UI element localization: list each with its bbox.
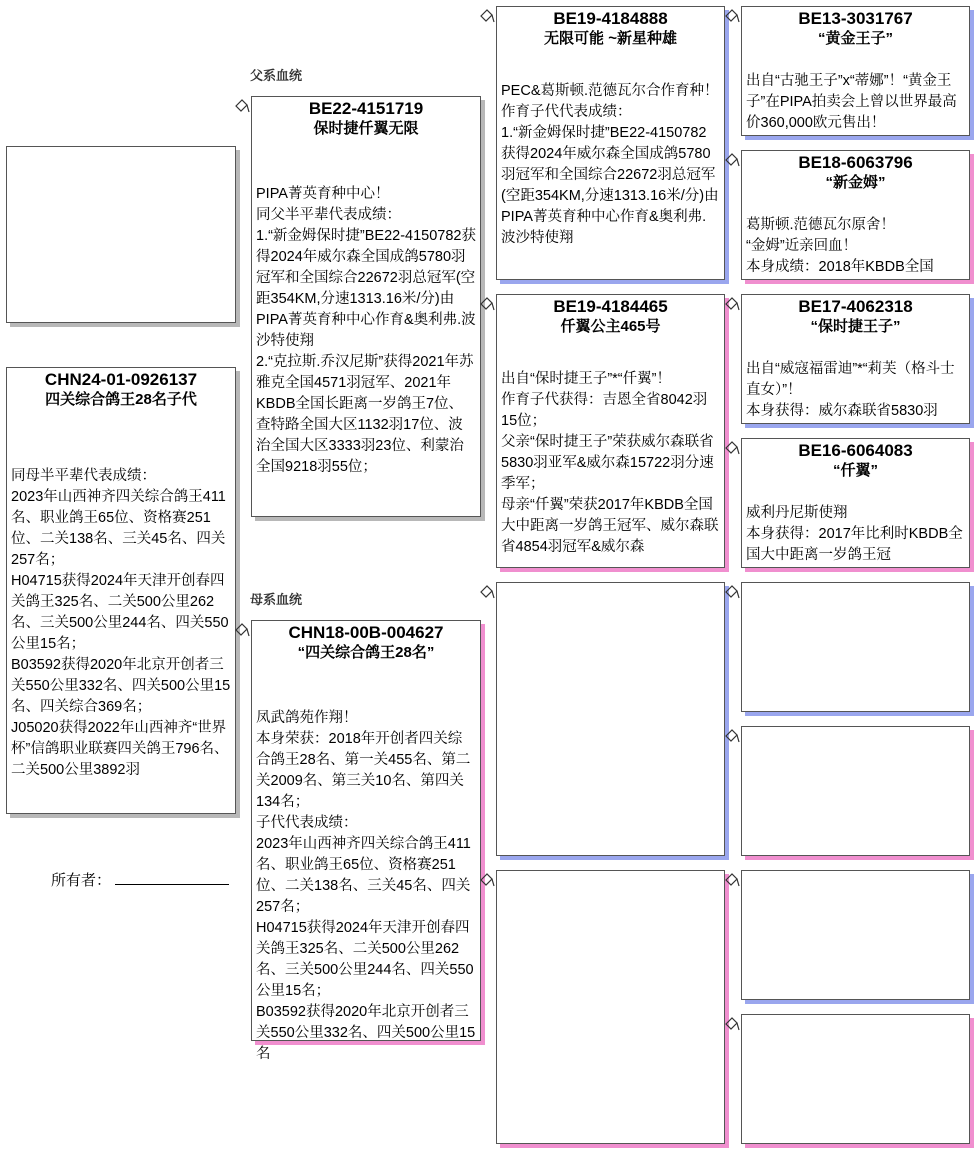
dam-ring: CHN18-00B-004627 xyxy=(288,623,444,642)
sds-name: “保时捷王子” xyxy=(810,318,901,335)
sss-card[interactable] xyxy=(741,6,970,136)
dds-card[interactable] xyxy=(741,870,970,1000)
sds-desc: 出自“威寇福雷迪”*“莉芙（格斗士直女）”！ 本身获得：威尔森联省5830羽 xyxy=(746,361,955,419)
edit-icon[interactable] xyxy=(234,98,250,114)
edit-icon[interactable] xyxy=(724,296,740,312)
sire-sire-name: 无限可能 ~新星种雄 xyxy=(544,30,677,47)
edit-icon[interactable] xyxy=(234,622,250,638)
edit-icon[interactable] xyxy=(724,728,740,744)
sds-card[interactable] xyxy=(741,294,970,424)
sire-desc: PIPA菁英育种中心！ 同父半平辈代表成绩： 1.“新金姆保时捷”BE22-4150782获得2024年威尔森全国成鸽5780羽冠军和全国综合22672羽总冠军(空距354KM,分速1313.16米/分)由PIPA菁英育种中心作育&奥利弗.波沙特使翔 2.“克拉斯.乔汉尼斯”获得2021年苏雅克全国4571羽冠军、2021年KBDB全国长距离一岁鸽王7位、查特路全国大区1132羽17位、波治全国大区3333羽23位、利蒙治全国9218羽55位； xyxy=(256,186,476,475)
photo-placeholder[interactable] xyxy=(6,146,236,323)
sire-line-label: 父系血统 xyxy=(250,68,303,83)
dam-line-label: 母系血统 xyxy=(250,592,303,607)
sire-ring: BE22-4151719 xyxy=(308,99,424,118)
sss-ring: BE13-3031767 xyxy=(798,9,913,28)
sds-ring: BE17-4062318 xyxy=(798,297,913,316)
sire-dam-ring: BE19-4184465 xyxy=(553,297,668,316)
edit-icon[interactable] xyxy=(479,584,495,600)
dam-sire-card[interactable] xyxy=(496,582,725,856)
dam-desc: 凤武鸽苑作翔！ 本身荣获：2018年开创者四关综合鸽王28名、第一关455名、第二关2009名、第三关10名、第四关134名； 子代代表成绩： 2023年山西神齐四关综合鸽王411名、职业鸽王65位、资格赛251位、二关138名、三关45名、四关257名； H04715获得2024年天津开创春四关鸽王325名、二关500公里262名、三关500公里244名、四关550公里15名； B03592获得2020年北京开创者三关550公里332名、四关500公里15名 xyxy=(256,710,476,1062)
ddd-card[interactable] xyxy=(741,1014,970,1144)
subject-desc: 同母半平辈代表成绩： 2023年山西神齐四关综合鸽王411名、职业鸽王65位、资格赛251位、二关138名、三关45名、四关257名； H04715获得2024年天津开创春四关鸽王325名、二关500公里262名、三关500公里244名、四关550公里15名； B03592获得2020年北京开创者三关550公里332名、四关500公里15名、四关综合369名； J05020获得2022年山西神齐“世界杯”信鸽职业联赛四关鸽王796名、二关500公里3892羽 xyxy=(11,468,231,778)
subject-name: 四关综合鸽王28名子代 xyxy=(45,391,197,408)
sire-sire-card[interactable] xyxy=(496,6,725,280)
sss-name: “黄金王子” xyxy=(817,30,893,47)
dam-card[interactable] xyxy=(251,620,481,1062)
edit-icon[interactable] xyxy=(724,440,740,456)
dss-card[interactable] xyxy=(741,582,970,712)
subject-ring: CHN24-01-0926137 xyxy=(44,370,198,389)
ssd-ring: BE18-6063796 xyxy=(798,153,913,172)
ssd-card[interactable] xyxy=(741,150,970,280)
sire-dam-name: 仟翼公主465号 xyxy=(560,318,661,335)
ssd-desc: 葛斯顿.范德瓦尔原舍！ “金姆”近亲回血！ 本身成绩：2018年KBDB全国 xyxy=(746,217,934,275)
sdd-card[interactable] xyxy=(741,438,970,568)
edit-icon[interactable] xyxy=(724,584,740,600)
edit-icon[interactable] xyxy=(479,872,495,888)
sire-sire-desc: PEC&葛斯顿.范德瓦尔合作育种！ 作育子代代表成绩： 1.“新金姆保时捷”BE22-4150782获得2024年威尔森全国成鸽5780羽冠军和全国综合22672羽总冠军(空距354KM,分速1313.16米/分)由PIPA菁英育种中心作育&奥利弗.波沙特使翔 xyxy=(501,83,719,246)
dsd-card[interactable] xyxy=(741,726,970,856)
sdd-name: “仟翼” xyxy=(832,462,878,479)
owner-label: 所有者： xyxy=(51,872,112,889)
sire-dam-desc: 出自“保时捷王子”*“仟翼”！ 作育子代获得：吉恩全省8042羽15位； 父亲“保时捷王子”荣获威尔森联省5830羽亚军&威尔森15722羽分速季军； 母亲“仟翼”荣获2017年KBDB全国大中距离一岁鸽王冠军、威尔森联省4854羽冠军&威尔森 xyxy=(501,371,719,555)
edit-icon[interactable] xyxy=(724,8,740,24)
owner-blank-line[interactable] xyxy=(115,870,229,885)
sire-card[interactable] xyxy=(251,96,481,517)
sdd-ring: BE16-6064083 xyxy=(798,441,913,460)
sdd-desc: 威利丹尼斯使翔 本身获得：2017年比利时KBDB全国大中距离一岁鸽王冠 xyxy=(746,505,963,563)
edit-icon[interactable] xyxy=(479,296,495,312)
owner-field[interactable] xyxy=(51,869,229,890)
subject-card[interactable] xyxy=(6,367,236,814)
sire-dam-card[interactable] xyxy=(496,294,725,568)
ssd-name: “新金姆” xyxy=(825,174,886,191)
sire-name: 保时捷仟翼无限 xyxy=(313,120,419,137)
sss-desc: 出自“古驰王子”x“蒂娜”！“黄金王子”在PIPA拍卖会上曾以世界最高价360,000欧元售出！ xyxy=(746,73,957,131)
dam-dam-card[interactable] xyxy=(496,870,725,1144)
sire-sire-ring: BE19-4184888 xyxy=(553,9,668,28)
edit-icon[interactable] xyxy=(724,152,740,168)
edit-icon[interactable] xyxy=(724,872,740,888)
dam-name: “四关综合鸽王28名” xyxy=(297,644,435,661)
edit-icon[interactable] xyxy=(724,1016,740,1032)
edit-icon[interactable] xyxy=(479,8,495,24)
